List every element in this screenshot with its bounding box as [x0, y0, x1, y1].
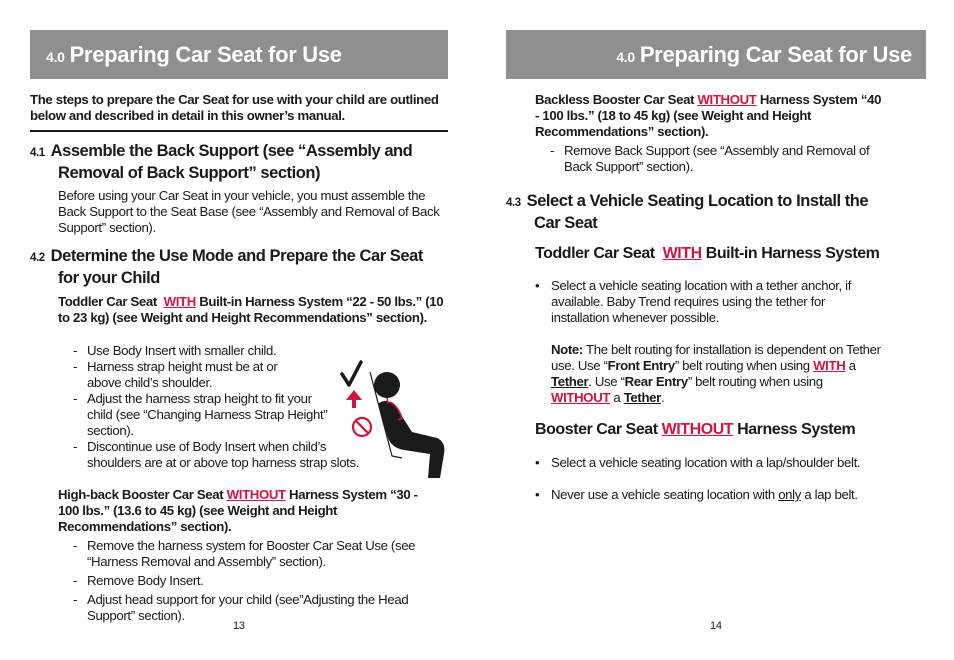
front-entry-term: Front Entry — [607, 358, 675, 373]
section-header-left — [30, 30, 448, 79]
heading-line: Car Seat — [534, 213, 598, 232]
child-head — [374, 372, 400, 398]
divider-rule — [30, 130, 448, 132]
tether-term: Tether — [551, 374, 589, 389]
note-text: . — [660, 390, 665, 405]
section-title: Preparing Car Seat for Use — [69, 41, 342, 67]
page-number: 14 — [710, 620, 722, 632]
mode-detail: Harness System — [733, 421, 856, 438]
list-item: - Use Body Insert with smaller child. — [87, 343, 317, 359]
heading-line: Select a Vehicle Seating Location to Install the — [526, 192, 869, 210]
note-text: ” belt routing when using — [674, 358, 814, 373]
without-keyword: WITHOUT — [697, 92, 757, 107]
mode-detail: Built-in Harness System — [701, 245, 880, 262]
tether-term: Tether — [623, 390, 661, 405]
list-item: • Select a vehicle seating location with a tether anchor, if available. Baby Trend requires using the tether for installation whenever possible. — [551, 278, 881, 326]
list-item: - Remove the harness system for Booster Car Seat Use (see “Harness Removal and Assembly” section). — [87, 538, 417, 570]
mode-label: Toddler Car Seat — [58, 294, 157, 309]
body-4-1: Before using your Car Seat in your vehicle, you must assemble the Back Support to the Seat Base (see “Assembly and Removal of Back Support” section). — [58, 188, 440, 235]
list-item: • Select a vehicle seating location with a lap/shoulder belt. — [551, 455, 911, 471]
mode-label: High-back Booster Car Seat — [58, 487, 224, 502]
note-text: a — [610, 390, 624, 405]
toddler-location-heading — [535, 244, 935, 263]
heading-line: Determine the Use Mode and Prepare the Car Seat — [50, 247, 423, 265]
heading-number: 4.1 — [30, 147, 45, 159]
mode-detail: Built-in Harness System “22 - 50 lbs.” (10 to 23 kg) (see Weight and Height Recommendations” section). — [58, 294, 444, 325]
intro-text: The steps to prepare the Car Seat for use with your child are outlined below and described in detail in this owner’s manual. — [30, 92, 439, 123]
note-text: ” belt routing when using — [687, 374, 823, 389]
with-keyword: WITH — [662, 245, 702, 262]
note-label: Note: — [551, 342, 583, 357]
item-text: a lap belt. — [801, 487, 858, 502]
heading-line: Assemble the Back Support (see “Assembly and — [50, 142, 413, 160]
mode-detail: Harness System “30 - 100 lbs.” (13.6 to 45 kg) (see Weight and Height Recommendations” section). — [58, 487, 418, 534]
child-seat-illustration — [332, 360, 452, 484]
note-text: The belt routing for installation is dependent on Tether use. Use “ — [551, 342, 881, 373]
page-number: 13 — [233, 620, 245, 632]
check-icon — [342, 362, 361, 385]
toddler-mode-title — [58, 294, 448, 326]
prohibited-icon — [353, 418, 371, 436]
backless-mode-title — [535, 92, 885, 140]
note-text: . Use “ — [588, 374, 625, 389]
only-keyword: only — [778, 487, 801, 502]
section-number: 4.0 — [616, 48, 635, 65]
heading-number: 4.3 — [506, 197, 521, 209]
heading-4-2 — [30, 247, 448, 288]
section-title: Preparing Car Seat for Use — [639, 41, 912, 67]
heading-line: Removal of Back Support” section) — [58, 163, 321, 182]
up-arrow-icon — [346, 390, 362, 408]
list-item — [551, 487, 911, 503]
section-header-right — [506, 30, 926, 79]
list-item: - Discontinue use of Body Insert when child’s shoulders are at or above top harness strap slots. — [87, 439, 382, 471]
harness-strap — [387, 398, 388, 404]
heading-number: 4.2 — [30, 252, 45, 264]
list-item: - Adjust head support for your child (see”Adjusting the Head Support” section). — [87, 592, 437, 624]
without-keyword: WITHOUT — [551, 390, 611, 405]
with-keyword: WITH — [813, 358, 846, 373]
backless-steps-list — [564, 143, 894, 175]
highback-mode-title — [58, 487, 428, 535]
booster-location-list — [551, 455, 911, 503]
highback-steps-list — [87, 538, 437, 624]
section-number: 4.0 — [46, 48, 65, 65]
list-item: - Remove Back Support (see “Assembly and Removal of Back Support” section). — [564, 143, 894, 175]
list-item: - Harness strap height must be at or above child’s shoulder. — [87, 359, 309, 391]
item-text: Never use a vehicle seating location with — [551, 487, 779, 502]
heading-4-1 — [30, 142, 448, 183]
without-keyword: WITHOUT — [226, 487, 286, 502]
mode-label: Backless Booster Car Seat — [535, 92, 695, 107]
mode-detail: Harness System “40 - 100 lbs.” (18 to 45 kg) (see Weight and Height Recommendations” section). — [535, 92, 882, 139]
mode-label: Booster Car Seat — [535, 421, 658, 438]
heading-4-3 — [506, 192, 926, 233]
note-block — [551, 342, 881, 406]
with-keyword: WITH — [163, 294, 196, 309]
note-text: a — [845, 358, 856, 373]
rear-entry-term: Rear Entry — [624, 374, 688, 389]
without-keyword: WITHOUT — [661, 421, 734, 438]
booster-location-heading — [535, 420, 935, 439]
page-14 — [477, 0, 954, 660]
toddler-location-list — [551, 278, 881, 326]
mode-label: Toddler Car Seat — [535, 245, 655, 262]
heading-line: for your Child — [58, 268, 160, 287]
list-item: - Remove Body Insert. — [87, 573, 437, 589]
list-item: - Adjust the harness strap height to fit your child (see “Changing Harness Strap Height” section). — [87, 391, 332, 439]
